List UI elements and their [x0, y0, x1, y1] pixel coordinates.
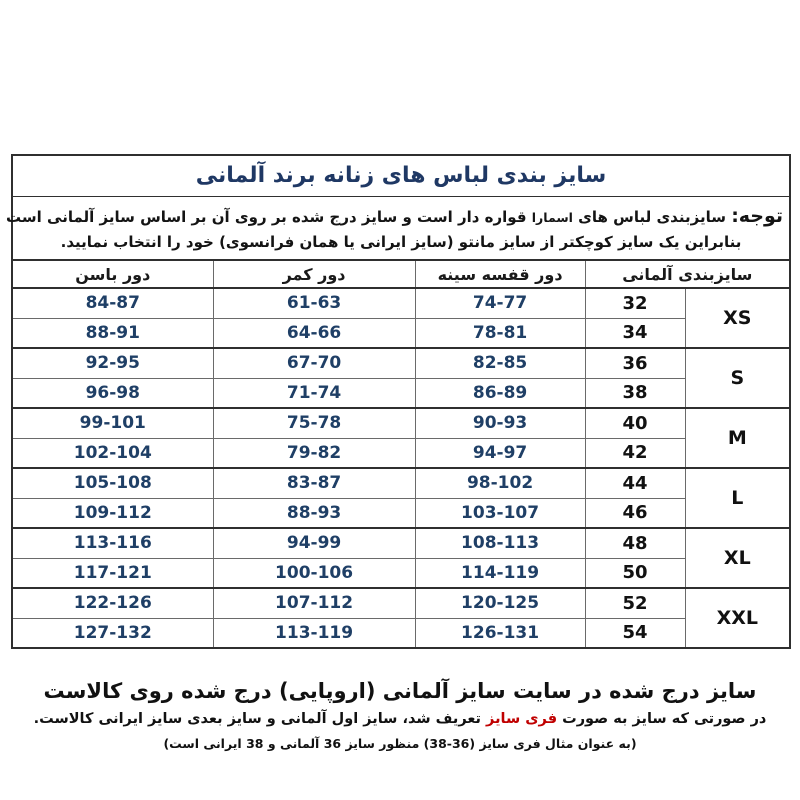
note-row: [12, 196, 790, 260]
hip-range: 105-108: [12, 468, 213, 498]
waist-range: 71-74: [213, 378, 415, 408]
title-row: [12, 155, 790, 196]
hip-range: 109-112: [12, 498, 213, 528]
table-row: [12, 408, 790, 438]
waist-range: 94-99: [213, 528, 415, 558]
col-header-waist: دور کمر: [213, 260, 415, 288]
german-size: 46: [585, 498, 685, 528]
note-text-prefix: سایزبندی لباس های: [572, 207, 726, 226]
hip-range: 102-104: [12, 438, 213, 468]
table-row: [12, 438, 790, 468]
footer-free-size-note: [0, 711, 800, 727]
waist-range: 107-112: [213, 588, 415, 618]
size-letter: S: [685, 348, 790, 408]
hip-range: 127-132: [12, 618, 213, 648]
german-size: 54: [585, 618, 685, 648]
chest-range: 103-107: [415, 498, 585, 528]
table-row: [12, 288, 790, 318]
footer-notes: [0, 679, 800, 751]
size-table-body: [12, 288, 790, 648]
chest-range: 98-102: [415, 468, 585, 498]
german-size: 48: [585, 528, 685, 558]
note-line-2: بنابراین یک سایز کوچکتر از سایز مانتو (سایز ایرانی یا همان فرانسوی) خود را انتخاب نمایید.: [60, 232, 742, 251]
size-letter: L: [685, 468, 790, 528]
footer-note-prefix: در صورتی که سایز به صورت: [557, 711, 767, 727]
size-letter: XXL: [685, 588, 790, 648]
hip-range: 96-98: [12, 378, 213, 408]
brand-name: اسمارا: [531, 209, 573, 225]
table-row: [12, 378, 790, 408]
waist-range: 88-93: [213, 498, 415, 528]
note-line-1: [6, 204, 784, 227]
size-table: [6, 154, 791, 649]
table-row: [12, 318, 790, 348]
german-size: 36: [585, 348, 685, 378]
german-size: 38: [585, 378, 685, 408]
german-size: 40: [585, 408, 685, 438]
col-header-chest: دور قفسه سینه: [415, 260, 585, 288]
german-size: 52: [585, 588, 685, 618]
table-row: [12, 498, 790, 528]
chest-range: 108-113: [415, 528, 585, 558]
chest-range: 126-131: [415, 618, 585, 648]
hip-range: 84-87: [12, 288, 213, 318]
size-letter: XL: [685, 528, 790, 588]
chest-range: 90-93: [415, 408, 585, 438]
chest-range: 74-77: [415, 288, 585, 318]
table-row: [12, 348, 790, 378]
chest-range: 86-89: [415, 378, 585, 408]
hip-range: 113-116: [12, 528, 213, 558]
waist-range: 100-106: [213, 558, 415, 588]
german-size: 44: [585, 468, 685, 498]
chest-range: 82-85: [415, 348, 585, 378]
chest-range: 78-81: [415, 318, 585, 348]
chest-range: 114-119: [415, 558, 585, 588]
footer-example-text: (به عنوان مثال فری سایز (36-38) منظور سایز 36 آلمانی و 38 ایرانی است): [163, 736, 637, 751]
footer-main-text: سایز درج شده در سایت سایز آلمانی (اروپایی) درج شده روی کالاست: [43, 679, 757, 703]
free-size-highlight: فری سایز: [486, 711, 558, 727]
note-cell: [6, 196, 790, 260]
hip-range: 122-126: [12, 588, 213, 618]
size-letter: M: [685, 408, 790, 468]
waist-range: 83-87: [213, 468, 415, 498]
hip-range: 88-91: [12, 318, 213, 348]
waist-range: 113-119: [213, 618, 415, 648]
hip-range: 92-95: [12, 348, 213, 378]
waist-range: 67-70: [213, 348, 415, 378]
german-size: 50: [585, 558, 685, 588]
table-row: [12, 618, 790, 648]
waist-range: 75-78: [213, 408, 415, 438]
german-size: 32: [585, 288, 685, 318]
hip-range: 117-121: [12, 558, 213, 588]
note-text-suffix: قواره دار است و سایز درج شده بر روی آن بر اساس سایز آلمانی است: [6, 207, 532, 226]
table-row: [12, 468, 790, 498]
footer-note-suffix: تعریف شد، سایز اول آلمانی و سایز بعدی سایز ایرانی کالاست.: [33, 711, 487, 727]
hip-range: 99-101: [12, 408, 213, 438]
note-label: توجه:: [731, 204, 784, 227]
size-letter: XS: [685, 288, 790, 348]
german-size: 42: [585, 438, 685, 468]
german-size: 34: [585, 318, 685, 348]
waist-range: 61-63: [213, 288, 415, 318]
table-header-row: [12, 260, 790, 288]
chest-range: 120-125: [415, 588, 585, 618]
table-row: [12, 528, 790, 558]
col-header-german-sizing: سایزبندی آلمانی: [585, 260, 790, 288]
col-header-hip: دور باسن: [12, 260, 213, 288]
page-title: سایز بندی لباس های زنانه برند آلمانی: [12, 155, 790, 196]
table-row: [12, 588, 790, 618]
waist-range: 64-66: [213, 318, 415, 348]
waist-range: 79-82: [213, 438, 415, 468]
chest-range: 94-97: [415, 438, 585, 468]
table-row: [12, 558, 790, 588]
